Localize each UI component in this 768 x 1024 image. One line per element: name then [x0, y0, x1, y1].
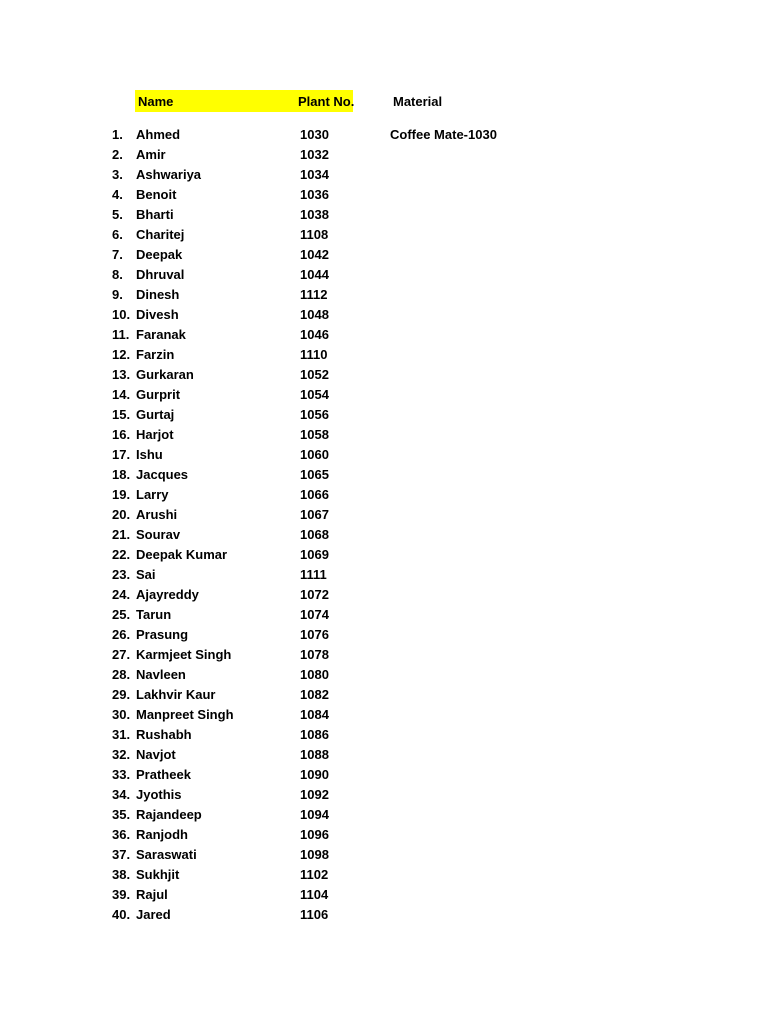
row-number: 34.: [112, 787, 131, 802]
row-plant-no: 1104: [300, 887, 329, 902]
list-item: [0, 726, 768, 746]
row-name: Manpreet Singh: [136, 707, 234, 722]
row-name: Dhruval: [136, 267, 185, 282]
row-plant-no: 1084: [300, 707, 329, 722]
row-number: 23.: [112, 567, 131, 582]
row-material: Coffee Mate-1030: [390, 127, 497, 142]
row-name: Arushi: [136, 507, 178, 522]
list-item: [0, 126, 768, 146]
row-plant-no: 1094: [300, 807, 329, 822]
row-number: 16.: [112, 427, 131, 442]
row-plant-no: 1044: [300, 267, 329, 282]
row-number: 35.: [112, 807, 131, 822]
row-name: Jyothis: [136, 787, 182, 802]
row-plant-no: 1086: [300, 727, 329, 742]
row-number: 26.: [112, 627, 131, 642]
row-plant-no: 1076: [300, 627, 329, 642]
row-number: 28.: [112, 667, 131, 682]
row-plant-no: 1111: [300, 567, 327, 582]
list-item: [0, 226, 768, 246]
row-plant-no: 1082: [300, 687, 329, 702]
row-number: 37.: [112, 847, 131, 862]
row-name: Faranak: [136, 327, 186, 342]
list-item: [0, 906, 768, 926]
row-number: 32.: [112, 747, 131, 762]
row-name: Lakhvir Kaur: [136, 687, 216, 702]
list-item: [0, 806, 768, 826]
list-item: [0, 826, 768, 846]
list-item: [0, 506, 768, 526]
row-plant-no: 1030: [300, 127, 329, 142]
row-plant-no: 1036: [300, 187, 329, 202]
row-number: 22.: [112, 547, 131, 562]
row-plant-no: 1058: [300, 427, 329, 442]
row-name: Ashwariya: [136, 167, 202, 182]
row-number: 18.: [112, 467, 131, 482]
row-plant-no: 1042: [300, 247, 329, 262]
row-name: Jacques: [136, 467, 189, 482]
row-name: Charitej: [136, 227, 185, 242]
list-item: [0, 206, 768, 226]
row-number: 2.: [112, 147, 123, 162]
header-name: Name: [138, 94, 174, 109]
row-number: 40.: [112, 907, 131, 922]
row-number: 10.: [112, 307, 131, 322]
list-item: [0, 426, 768, 446]
row-name: Tarun: [136, 607, 172, 622]
list-item: [0, 326, 768, 346]
row-plant-no: 1060: [300, 447, 329, 462]
row-plant-no: 1108: [300, 227, 329, 242]
row-plant-no: 1110: [300, 347, 328, 362]
row-plant-no: 1046: [300, 327, 329, 342]
row-plant-no: 1065: [300, 467, 329, 482]
row-name: Sai: [136, 567, 156, 582]
row-number: 31.: [112, 727, 131, 742]
row-name: Larry: [136, 487, 169, 502]
row-number: 11.: [112, 327, 130, 342]
row-name: Deepak: [136, 247, 183, 262]
list-item: [0, 386, 768, 406]
row-plant-no: 1072: [300, 587, 329, 602]
row-plant-no: 1032: [300, 147, 329, 162]
row-name: Deepak Kumar: [136, 547, 228, 562]
row-number: 25.: [112, 607, 131, 622]
list-item: [0, 706, 768, 726]
row-number: 29.: [112, 687, 131, 702]
row-number: 7.: [112, 247, 123, 262]
list-item: [0, 346, 768, 366]
row-name: Saraswati: [136, 847, 197, 862]
row-name: Prasung: [136, 627, 189, 642]
list-item: [0, 666, 768, 686]
list-item: [0, 486, 768, 506]
row-name: Pratheek: [136, 767, 191, 782]
list-item: [0, 766, 768, 786]
row-number: 19.: [112, 487, 131, 502]
row-plant-no: 1098: [300, 847, 329, 862]
row-number: 15.: [112, 407, 131, 422]
row-name: Dinesh: [136, 287, 180, 302]
row-number: 5.: [112, 207, 123, 222]
row-name: Rajul: [136, 887, 168, 902]
row-number: 27.: [112, 647, 131, 662]
row-name: Ajayreddy: [136, 587, 199, 602]
row-name: Ahmed: [136, 127, 181, 142]
row-plant-no: 1069: [300, 547, 329, 562]
list-item: [0, 186, 768, 206]
list-item: [0, 626, 768, 646]
row-number: 12.: [112, 347, 131, 362]
row-plant-no: 1066: [300, 487, 329, 502]
list-item: [0, 646, 768, 666]
row-number: 38.: [112, 867, 131, 882]
row-number: 17.: [112, 447, 131, 462]
row-number: 4.: [112, 187, 123, 202]
row-number: 14.: [112, 387, 131, 402]
list-item: [0, 146, 768, 166]
row-name: Sukhjit: [136, 867, 180, 882]
row-plant-no: 1106: [300, 907, 329, 922]
row-plant-no: 1056: [300, 407, 329, 422]
row-number: 21.: [112, 527, 131, 542]
row-plant-no: 1096: [300, 827, 329, 842]
row-name: Karmjeet Singh: [136, 647, 232, 662]
row-name: Amir: [136, 147, 166, 162]
row-name: Gurkaran: [136, 367, 194, 382]
row-plant-no: 1074: [300, 607, 329, 622]
row-plant-no: 1052: [300, 367, 329, 382]
list-item: [0, 686, 768, 706]
list-item: [0, 406, 768, 426]
row-name: Gurtaj: [136, 407, 175, 422]
list-item: [0, 286, 768, 306]
row-number: 20.: [112, 507, 131, 522]
row-name: Harjot: [136, 427, 174, 442]
row-number: 36.: [112, 827, 131, 842]
row-number: 39.: [112, 887, 131, 902]
list-item: [0, 846, 768, 866]
header-material: Material: [393, 94, 443, 109]
list-item: [0, 886, 768, 906]
row-number: 9.: [112, 287, 123, 302]
row-plant-no: 1038: [300, 207, 329, 222]
list-item: [0, 546, 768, 566]
row-name: Farzin: [136, 347, 175, 362]
row-plant-no: 1068: [300, 527, 329, 542]
row-name: Ranjodh: [136, 827, 188, 842]
row-name: Navleen: [136, 667, 186, 682]
row-name: Ishu: [136, 447, 163, 462]
list-item: [0, 166, 768, 186]
list-item: [0, 246, 768, 266]
list-item: [0, 606, 768, 626]
row-number: 1.: [112, 127, 123, 142]
list-item: [0, 366, 768, 386]
table-header: [0, 90, 768, 112]
list-item: [0, 266, 768, 286]
row-plant-no: 1092: [300, 787, 329, 802]
row-name: Bharti: [136, 207, 174, 222]
row-number: 24.: [112, 587, 131, 602]
list-item: [0, 446, 768, 466]
header-plant-no: Plant No.: [298, 94, 355, 109]
list-item: [0, 786, 768, 806]
row-plant-no: 1034: [300, 167, 329, 182]
row-plant-no: 1088: [300, 747, 329, 762]
plant-list: [0, 126, 768, 926]
row-plant-no: 1080: [300, 667, 329, 682]
row-plant-no: 1102: [300, 867, 329, 882]
row-name: Divesh: [136, 307, 179, 322]
row-plant-no: 1090: [300, 767, 329, 782]
row-number: 6.: [112, 227, 123, 242]
row-number: 13.: [112, 367, 131, 382]
list-item: [0, 746, 768, 766]
list-item: [0, 306, 768, 326]
row-plant-no: 1112: [300, 287, 328, 302]
row-plant-no: 1054: [300, 387, 329, 402]
list-item: [0, 566, 768, 586]
row-name: Rushabh: [136, 727, 192, 742]
list-item: [0, 586, 768, 606]
list-item: [0, 526, 768, 546]
row-name: Sourav: [136, 527, 181, 542]
row-number: 3.: [112, 167, 123, 182]
row-name: Rajandeep: [136, 807, 202, 822]
row-name: Jared: [136, 907, 171, 922]
row-name: Navjot: [136, 747, 176, 762]
row-plant-no: 1067: [300, 507, 329, 522]
row-number: 33.: [112, 767, 131, 782]
list-item: [0, 866, 768, 886]
list-item: [0, 466, 768, 486]
row-plant-no: 1048: [300, 307, 329, 322]
row-name: Gurprit: [136, 387, 181, 402]
row-plant-no: 1078: [300, 647, 329, 662]
row-name: Benoit: [136, 187, 177, 202]
row-number: 8.: [112, 267, 123, 282]
row-number: 30.: [112, 707, 131, 722]
